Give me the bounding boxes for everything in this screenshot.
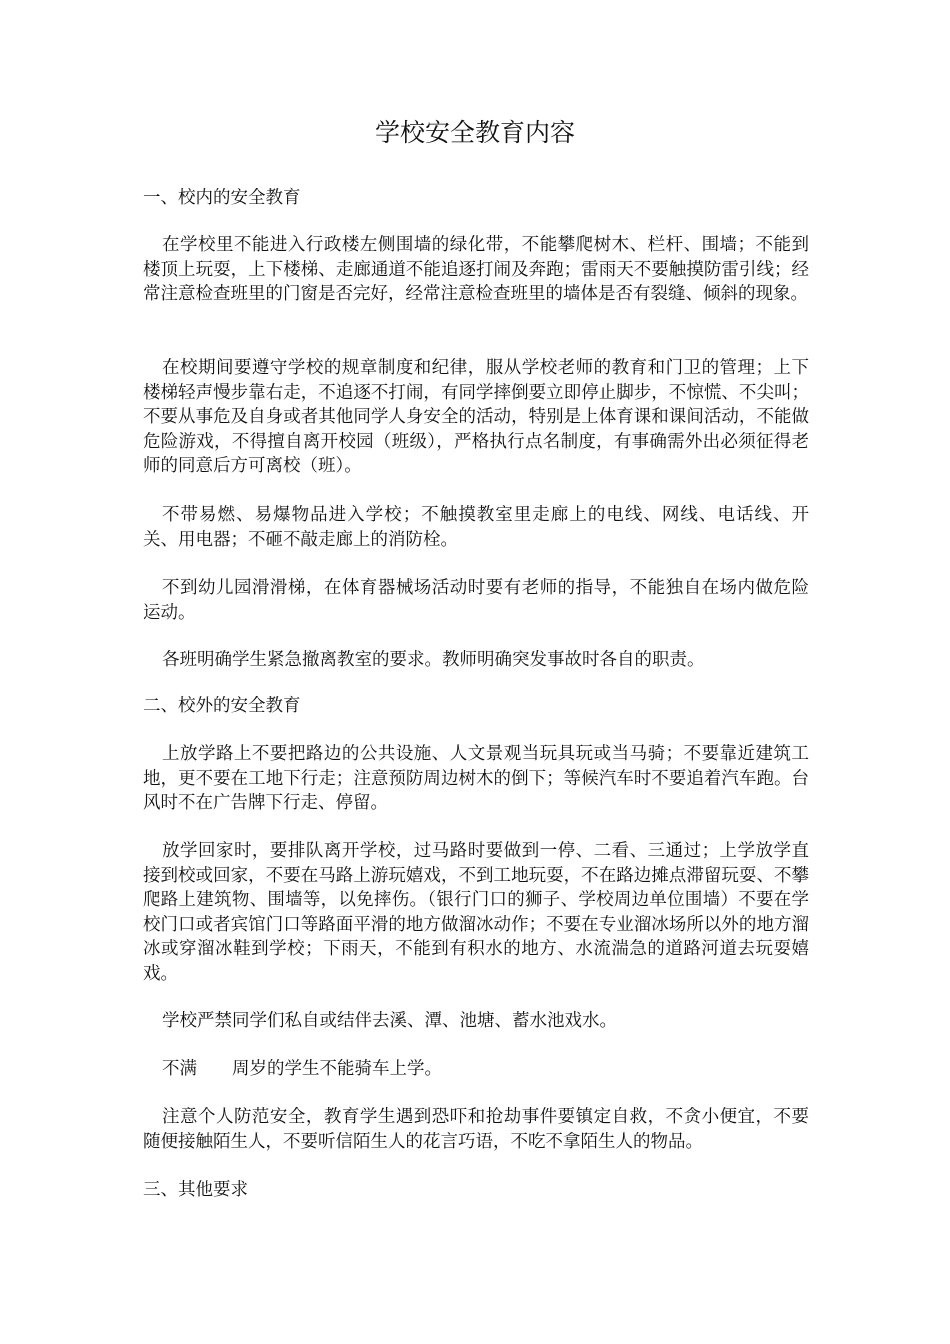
paragraph: 上放学路上不要把路边的公共设施、人文景观当玩具玩或当马骑；不要靠近建筑工地，更不要在工地下行走；注意预防周边树木的倒下；等候汽车时不要追着汽车跑。台风时不在广告牌下行走、停留。 bbox=[143, 744, 809, 813]
section-heading-off-campus: 二、校外的安全教育 bbox=[143, 696, 301, 716]
paragraph: 在学校里不能进入行政楼左侧围墙的绿化带，不能攀爬树木、栏杆、围墙；不能到楼顶上玩耍，上下楼梯、走廊通道不能追逐打闹及奔跑；雷雨天不要触摸防雷引线；经常注意检查班里的门窗是否完好，经常注意检查班里的墙体是否有裂缝、倾斜的现象。 bbox=[143, 235, 809, 304]
paragraph: 不带易燃、易爆物品进入学校；不触摸教室里走廊上的电线、网线、电话线、开关、用电器；不砸不敲走廊上的消防栓。 bbox=[143, 505, 809, 550]
paragraph: 放学回家时，要排队离开学校，过马路时要做到一停、二看、三通过；上学放学直接到校或回家，不要在马路上游玩嬉戏，不到工地玩耍，不在路边摊点滞留玩耍、不攀爬路上建筑物、围墙等，以免摔伤。（银行门口的狮子、学校周边单位围墙）不要在学校门口或者宾馆门口等路面平滑的地方做溜冰动作；不要在专业溜冰场所以外的地方溜冰或穿溜冰鞋到学校；下雨天，不能到有积水的地方、水流湍急的道路河道去玩耍嬉戏。 bbox=[143, 841, 809, 984]
section-heading-other: 三、其他要求 bbox=[143, 1180, 248, 1200]
paragraph: 各班明确学生紧急撤离教室的要求。教师明确突发事故时各自的职责。 bbox=[162, 650, 705, 670]
section-heading-campus: 一、校内的安全教育 bbox=[143, 188, 301, 208]
paragraph: 学校严禁同学们私自或结伴去溪、潭、池塘、蓄水池戏水。 bbox=[162, 1011, 617, 1031]
paragraph: 注意个人防范安全，教育学生遇到恐吓和抢劫事件要镇定自救，不贪小便宜，不要随便接触陌生人，不要听信陌生人的花言巧语，不吃不拿陌生人的物品。 bbox=[143, 1107, 809, 1152]
page-title: 学校安全教育内容 bbox=[374, 118, 575, 147]
paragraph: 不满 周岁的学生不能骑车上学。 bbox=[162, 1059, 442, 1079]
paragraph: 在校期间要遵守学校的规章制度和纪律，服从学校老师的教育和门卫的管理；上下楼梯轻声慢步靠右走，不追逐不打闹，有同学摔倒要立即停止脚步，不惊慌、不尖叫；不要从事危及自身或者其他同学人身安全的活动，特别是上体育课和课间活动，不能做危险游戏，不得擅自离开校园（班级），严格执行点名制度，有事确需外出必须征得老师的同意后方可离校（班）。 bbox=[143, 358, 809, 476]
paragraph: 不到幼儿园滑滑梯，在体育器械场活动时要有老师的指导，不能独自在场内做危险运动。 bbox=[143, 578, 809, 623]
